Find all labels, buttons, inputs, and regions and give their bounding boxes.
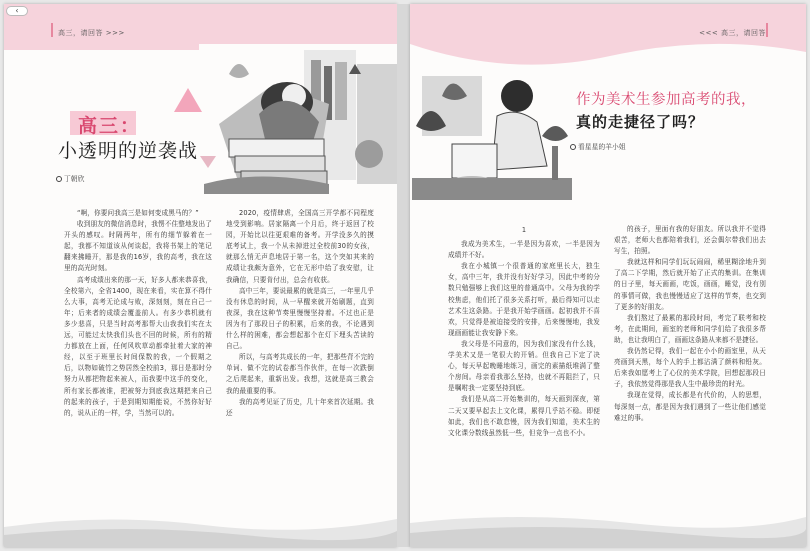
bottom-wave <box>410 509 806 547</box>
bottom-wave <box>4 509 397 547</box>
title-line-1: 作为美术生参加高考的我， <box>576 92 756 108</box>
paragraph: “啊，你要问我高三是如何变成黑马的？” <box>77 209 199 217</box>
author-byline <box>56 173 84 183</box>
paragraph: 的孩子，里面有我的好朋友。所以我并不觉得艰苦，老师大也都陪着我们，还会偶尔带我们出去写生，拍照。 <box>614 225 766 256</box>
artist-painting-illustration <box>412 66 572 200</box>
header-accent-bar <box>766 23 768 37</box>
paragraph: 收到朋友的微信消息时，我愣不住整地发出了开头的感叹。时隔两年，所有的细节躲着在一起，我都不知道该从何谈起，我将书架上的笔记翻来拂睡开，那是我的16岁，我的高考，我在这里的高光时刻。 <box>64 220 212 273</box>
illustration-art <box>199 44 397 194</box>
student-desk-illustration <box>199 44 397 194</box>
chevron-left-icon: ‹ <box>15 6 19 15</box>
header-accent-bar <box>51 23 53 37</box>
paragraph: 我现在觉得，成长都是有代价的，人的思想，每深刻一点，都是因为我们遇到了一些让他们感觉难过的事。 <box>614 391 766 422</box>
running-header: 高三，请回答 >>> <box>58 29 125 37</box>
left-page <box>4 4 397 547</box>
paragraph: 高考成绩出来的那一天，好多人都来恭喜我，全校第六，全省1400，现在来看，实在算不得什么大事，高考无论成与败，深刻刻，刻在自己一年；后来者的成绩会覆盖前人。有多少恭机就有多少悲喜，只是当时高考那帮大山我我们实在太远，可能过太快我们头也不回的时候，所有的精力都放在上面，任何风吹草动都牵扯着大家的神经，以至于班里长时间保数的我，一个假期之后，以物如破竹之势居然全校前3，那日是那时分努力从都把物起来被人，而我要中这手的变化，所有家长都被谁，把被努力到底我这期把来自己的起来的孩子，于是到期知期能说，不然你好好的，说从正的一样，学，当然可以的。 <box>64 275 212 417</box>
author-name: 看星星的羊小姐 <box>578 143 626 151</box>
back-button[interactable] <box>6 6 28 16</box>
section-number: 1 <box>521 226 527 234</box>
paragraph: 我仍然记得，我们一起在小小的画室里，从天亮画到天黑，每个人的手上都沾满了颜料和铅灰。后来我如愿考上了心仪的美术学院，回想起那段日子，我依然觉得那是我人生中最珍贵的时光。 <box>614 347 766 389</box>
paragraph: 我们是从高二开始集训的，每天画到深夜，第二天又要早起去上文化课，累得几乎站不稳。即便如此，我们也不敢怠慢，因为我们知道，美术生的文化课分数线虽然低一些，但竞争一点也不小。 <box>448 395 600 437</box>
title-line-2: 小透明的逆袭战 <box>58 140 199 162</box>
paragraph: 所以，与高考共成长的一年，把那些背不完的单词、做不完的试卷都当作伙伴，在每一次跌倒之后爬起来，重新出发。我想，这就是高三教会我的最重要的事。 <box>226 353 374 395</box>
left-column-1 <box>64 208 212 508</box>
title-line-1: 高三： <box>78 115 142 137</box>
running-header: <<< 高三，请回答 <box>699 29 766 37</box>
page-gutter <box>397 4 410 547</box>
author-name: 丁朝欣 <box>64 175 85 183</box>
right-column-1 <box>448 224 600 514</box>
right-column-2 <box>614 224 766 514</box>
title-line-2: 真的走捷径了吗？ <box>576 113 705 131</box>
author-bullet-icon <box>570 144 576 150</box>
paragraph: 2020，疫情肆虐，全国高三开学都不同程度地受到影响。居家隔离一个月后，终于返回了校园，开始比以往更艰难的备考。开学没多久的摸底考试上，我一个从未掉进过全校前30的女孩，就那么悄无声息地居于第一名，这个突如其来的成绩让我颇为意外，它在无形中给了我安慰，让我确信，只要肯付出，总会有收获。 <box>226 209 374 284</box>
paragraph: 我就这样和同学们玩玩闹闹，稀里糊涂地升到了高二下学期，然后就开始了正式的集训。在集训的日子里，每天画画，吃饭，画画，睡觉，没有别的事情可做，我也慢慢适应了这样的节奏，也交到了更多的好朋友。 <box>614 258 766 311</box>
author-byline <box>570 141 626 151</box>
right-page <box>410 4 806 547</box>
paragraph: 我成为美术生，一半是因为喜欢，一半是因为成绩并不好。 <box>448 240 600 260</box>
paragraph: 我在小城镇一个很普通的家庭里长大，独生女，高中三年，我并没有好好学习，因此中考的分数只勉强够上我们这里的普通高中。父母为我的学校焦虑，他们托了很多关系打听，最后得知可以走艺术生这条路。于是我开始学画画。起初我并不喜欢，只觉得是被迫接受的安排，后来慢慢地，我发现画画能让我安静下来。 <box>448 262 600 337</box>
illustration-art <box>412 66 572 200</box>
author-bullet-icon <box>56 176 62 182</box>
decor-triangle-gray <box>200 156 216 168</box>
left-column-2 <box>226 208 374 508</box>
paragraph: 我父母是不同意的，因为我们家没有什么钱，学美术又是一笔很大的开销。但我自己下定了决心，每天早起晚睡地练习，画完的素描纸堆满了整个房间。母亲看我那么坚持，也就不再阻拦了，只是嘱咐我一定要坚持到底。 <box>448 339 600 393</box>
paragraph: 我的高考见证了历史，几十年来首次延期。我还 <box>226 397 374 417</box>
decor-triangle-pink <box>174 88 202 112</box>
paragraph: 我们熬过了最累的那段时间，考完了联考和校考，在此期间，画室的老师和同学们给了我很多帮助，也让我明白了，画画这条路从来都不是捷径。 <box>614 313 766 344</box>
paragraph: 高中三年，要说最累的就是高三，一年里几乎没有休息的时间，从一早醒来就开始刷题，直到夜深，我在这种节奏里慢慢坚持着。不过也正是因为有了那段日子的积累，后来的我，不论遇到什么样的困难，都会想起那个在灯下埋头苦读的自己。 <box>226 286 374 351</box>
